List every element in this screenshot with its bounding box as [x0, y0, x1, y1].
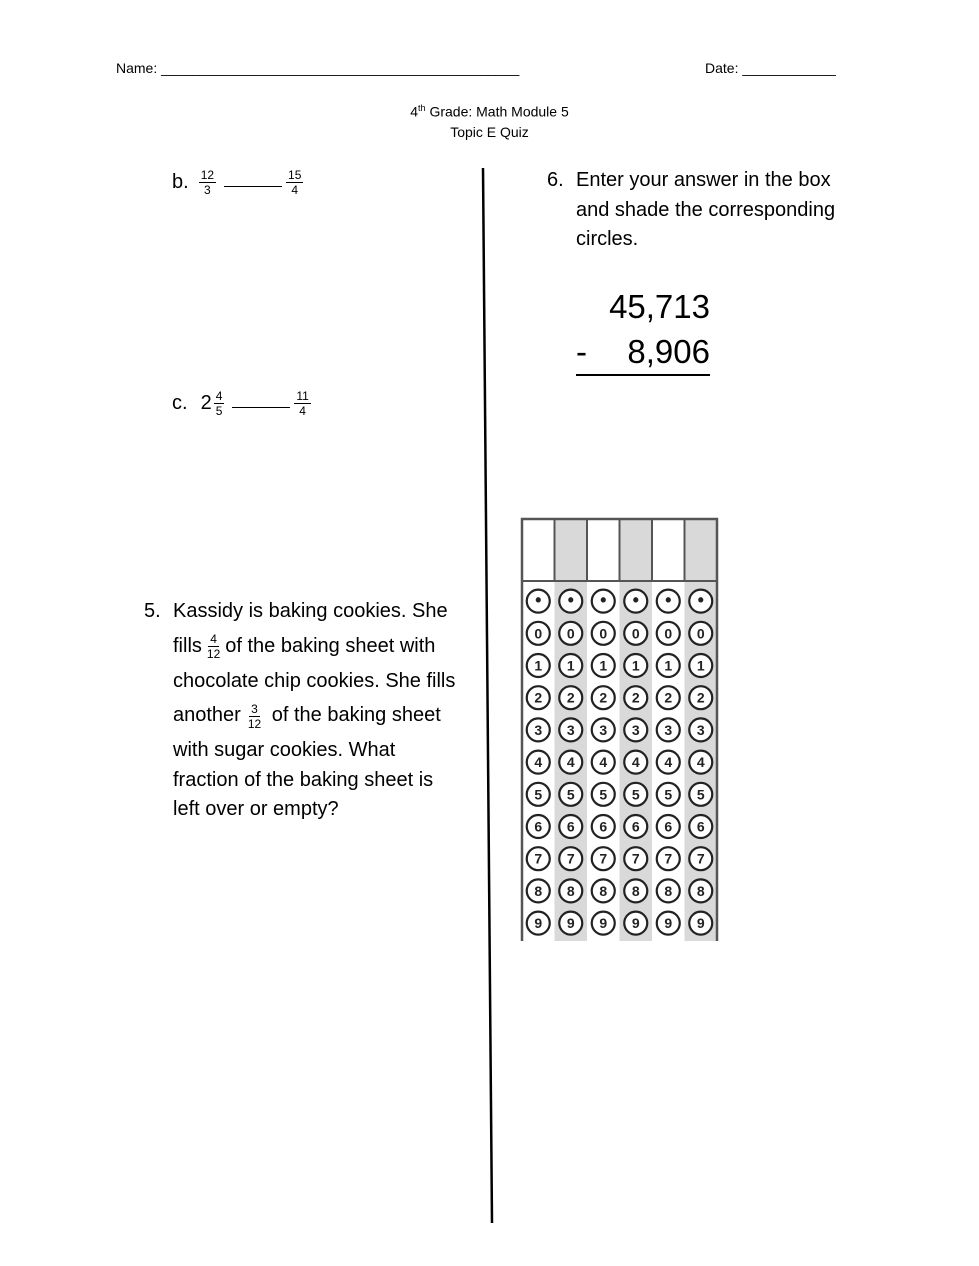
digit-bubble-label: 0 [599, 625, 608, 642]
grade-superscript: th [418, 103, 426, 113]
name-label: Name: ______________________________________________ [116, 60, 520, 76]
digit-bubble-label: 6 [599, 818, 608, 835]
digit-bubble-label: 9 [599, 915, 608, 932]
digit-bubble-label: 5 [534, 786, 543, 803]
digit-bubble-label: 2 [696, 689, 705, 706]
denominator: 4 [291, 183, 299, 198]
answer-entry-box[interactable] [555, 519, 588, 581]
answer-entry-box[interactable] [685, 519, 718, 581]
digit-bubble-label: 3 [664, 721, 673, 738]
fraction-four-twelfths [205, 632, 222, 661]
grade-title: Grade: Math Module 5 [425, 103, 569, 120]
quiz-title: Topic E Quiz [450, 124, 529, 140]
digit-bubble-label: 4 [664, 754, 673, 771]
grade-number: 4 [410, 103, 419, 120]
digit-bubble-label: 0 [534, 625, 543, 642]
digit-bubble-label: 5 [664, 786, 673, 803]
part-c-right-fraction [294, 389, 310, 418]
digit-bubble-label: 5 [566, 786, 575, 803]
question-5-number: 5. [144, 600, 161, 622]
digit-bubble-label: 3 [566, 721, 575, 738]
digit-bubble-label: 4 [534, 754, 543, 771]
digit-bubble-label: 9 [631, 915, 640, 932]
numerator: 3 [251, 701, 258, 716]
answer-grid [520, 517, 720, 941]
digit-bubble-label: 1 [664, 657, 673, 674]
digit-bubble-label: 9 [696, 915, 705, 932]
q5-line: fraction of the baking sheet is [173, 768, 434, 791]
subtraction-problem [576, 284, 710, 376]
part-c-label: c. [172, 392, 188, 414]
digit-bubble-label: 9 [534, 915, 543, 932]
digit-bubble-label: 5 [631, 786, 640, 803]
digit-bubble-label: 0 [631, 625, 640, 642]
digit-bubble-label: 9 [664, 915, 673, 932]
digit-bubble-label: 4 [696, 754, 705, 771]
digit-bubble-label: 1 [631, 657, 640, 674]
minuend: 45,713 [609, 288, 710, 325]
denominator: 12 [247, 716, 262, 731]
digit-bubble-label: 0 [664, 625, 673, 642]
answer-entry-box[interactable] [620, 519, 653, 581]
digit-bubble-label: 6 [566, 818, 575, 835]
digit-bubble-label: 2 [664, 689, 673, 706]
q5-text: of the baking sheet with [225, 634, 436, 657]
digit-bubble-label: 8 [696, 882, 705, 899]
digit-bubble-label: 1 [696, 657, 705, 674]
q5-text: of the baking sheet [266, 704, 441, 727]
decimal-bubble-label: • [697, 590, 704, 611]
digit-bubble-label: 4 [631, 754, 640, 771]
digit-bubble-label: 6 [696, 818, 705, 835]
digit-bubble-label: 7 [534, 850, 543, 867]
q5-line: left over or empty? [173, 798, 339, 820]
digit-bubble-label: 1 [599, 657, 608, 674]
digit-bubble-label: 5 [599, 786, 608, 803]
digit-bubble-label: 3 [631, 721, 640, 738]
digit-bubble-label: 4 [566, 754, 575, 771]
numerator: 11 [296, 389, 309, 404]
decimal-bubble-label: • [632, 590, 639, 611]
digit-bubble-label: 7 [566, 850, 575, 867]
answer-entry-box[interactable] [522, 519, 555, 581]
question-6-text [576, 166, 876, 255]
part-c-left-fraction [214, 389, 225, 418]
digit-bubble-label: 1 [534, 657, 543, 674]
q6-line: Enter your answer in the box [576, 169, 831, 191]
q5-line-fraction-1 [173, 627, 473, 667]
digit-bubble-label: 3 [534, 721, 543, 738]
denominator: 4 [299, 404, 306, 419]
digit-bubble-label: 0 [566, 625, 575, 642]
digit-bubble-label: 7 [696, 850, 705, 867]
digit-bubble-label: 7 [599, 850, 608, 867]
mixed-whole: 2 [200, 392, 212, 414]
part-b-label: b. [172, 171, 189, 193]
decimal-bubble-label: • [600, 590, 607, 611]
digit-bubble-label: 8 [566, 882, 575, 899]
minus-sign: - [576, 333, 587, 370]
fraction-three-twelfths [246, 702, 263, 731]
decimal-bubble-label: • [535, 590, 542, 611]
q5-text: another [173, 704, 241, 727]
digit-bubble-label: 2 [599, 689, 608, 706]
q6-line: circles. [576, 228, 639, 250]
numerator: 12 [200, 168, 215, 183]
digit-bubble-label: 9 [566, 915, 575, 932]
q5-line: with sugar cookies. What [173, 739, 396, 761]
digit-bubble-label: 8 [599, 882, 608, 899]
comparison-blank[interactable] [232, 407, 290, 408]
comparison-blank[interactable] [224, 186, 282, 187]
digit-bubble-label: 1 [566, 657, 575, 674]
denominator: 12 [206, 647, 221, 661]
digit-bubble-label: 2 [534, 689, 543, 706]
digit-bubble-label: 6 [664, 818, 673, 835]
digit-bubble-label: 6 [534, 818, 543, 835]
answer-entry-box[interactable] [587, 519, 620, 581]
digit-bubble-label: 5 [696, 786, 705, 803]
q5-line-fraction-2 [173, 696, 473, 736]
date-label: Date: ____________ [705, 60, 836, 76]
digit-bubble-label: 8 [534, 882, 543, 899]
digit-bubble-label: 3 [599, 721, 608, 738]
question-4b [172, 168, 305, 198]
decimal-bubble-label: • [665, 590, 672, 611]
digit-bubble-label: 2 [631, 689, 640, 706]
digit-bubble-label: 8 [664, 882, 673, 899]
digit-bubble-label: 6 [631, 818, 640, 835]
q5-line: Kassidy is baking cookies. She [173, 600, 448, 622]
digit-bubble-label: 7 [631, 850, 640, 867]
digit-bubble-label: 2 [566, 689, 575, 706]
decimal-bubble-label: • [567, 590, 574, 611]
subtrahend-row [576, 330, 710, 376]
digit-bubble-label: 8 [631, 882, 640, 899]
digit-bubble-label: 3 [696, 721, 705, 738]
answer-entry-box[interactable] [652, 519, 685, 581]
numerator: 4 [210, 632, 217, 646]
q5-text: fills [173, 634, 202, 657]
question-6-number: 6. [547, 169, 564, 191]
part-b-left-fraction [199, 168, 216, 197]
part-b-right-fraction [286, 168, 303, 197]
question-5-text [173, 597, 473, 825]
denominator: 3 [204, 183, 211, 198]
question-4c [172, 389, 313, 419]
numerator: 4 [215, 389, 223, 404]
q6-line: and shade the corresponding [576, 198, 836, 221]
q5-line: chocolate chip cookies. She fills [173, 669, 456, 692]
digit-bubble-label: 4 [599, 754, 608, 771]
digit-bubble-label: 7 [664, 850, 673, 867]
subtrahend: 8,906 [627, 333, 710, 370]
digit-bubble-label: 0 [696, 625, 705, 642]
numerator: 15 [288, 168, 302, 183]
denominator: 5 [215, 404, 223, 419]
